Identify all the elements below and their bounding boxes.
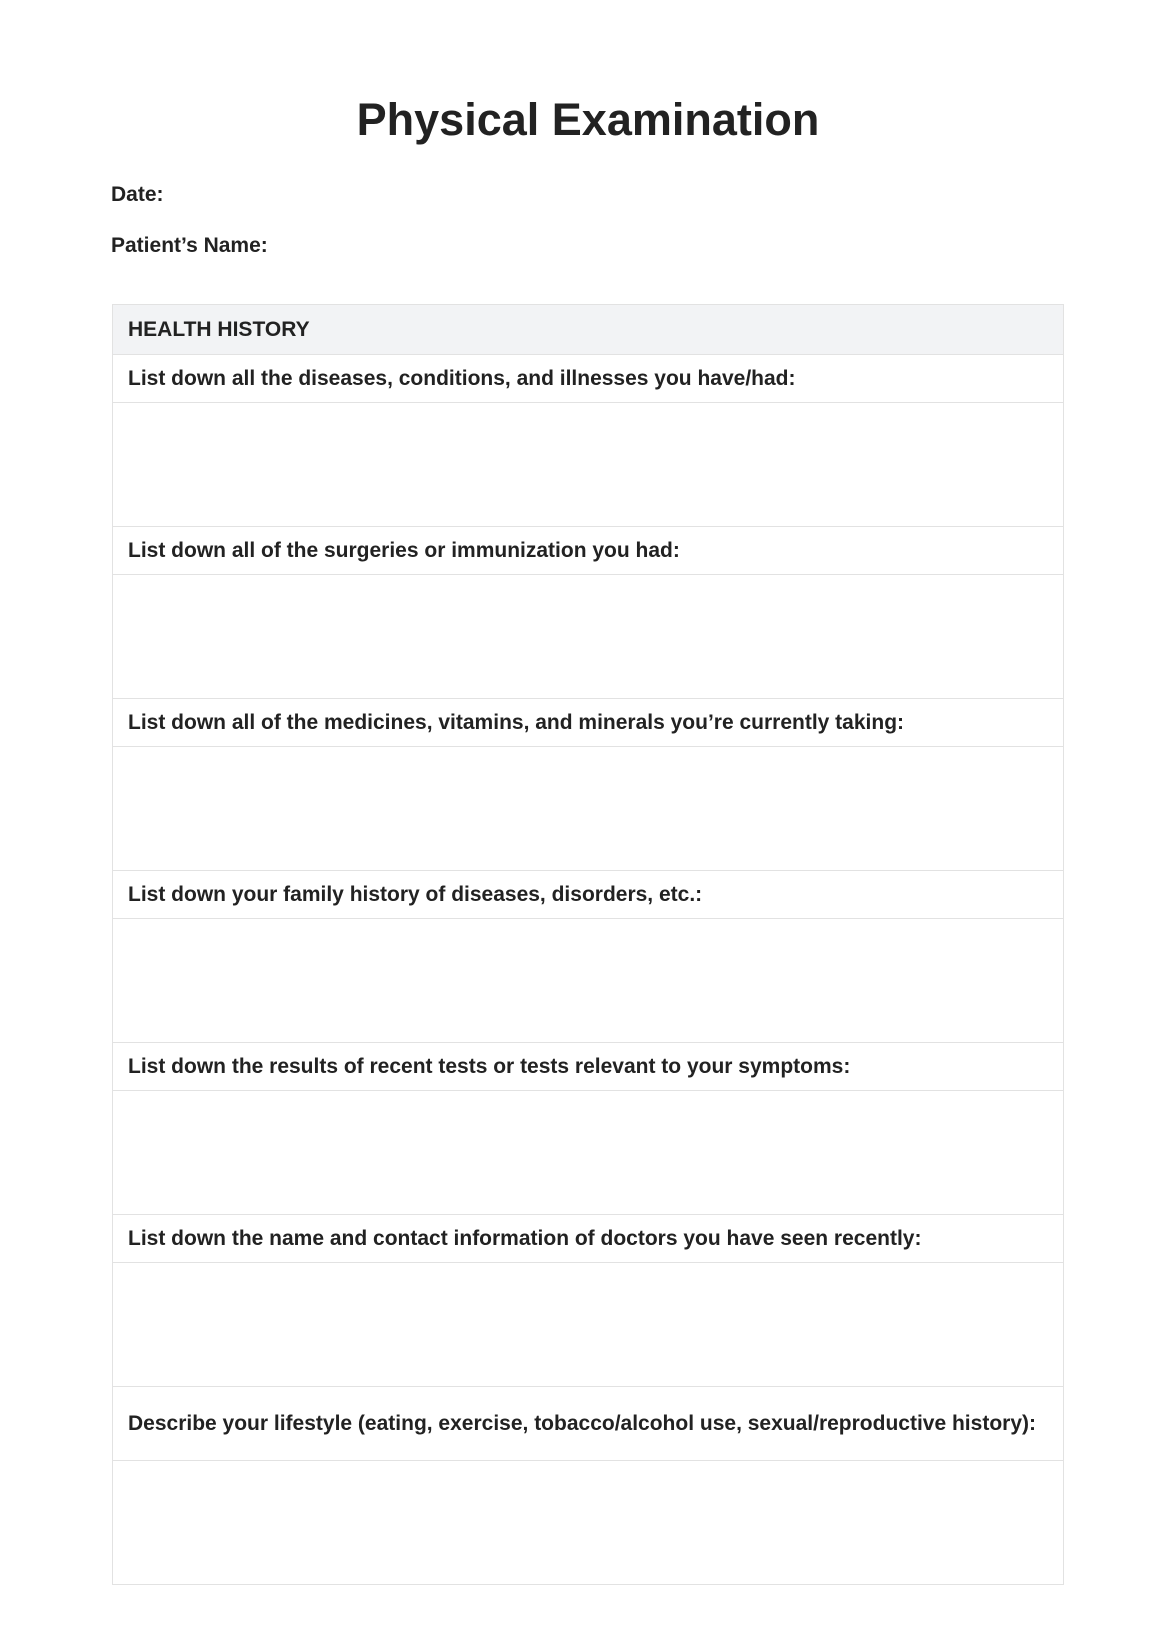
question-test-results: List down the results of recent tests or tests relevant to your symptoms: [113, 1043, 1064, 1091]
question-lifestyle: Describe your lifestyle (eating, exercise, tobacco/alcohol use, sexual/reproductive history): [113, 1387, 1064, 1461]
answer-test-results[interactable] [113, 1091, 1064, 1215]
question-family-history: List down your family history of diseases, disorders, etc.: [113, 871, 1064, 919]
question-doctors: List down the name and contact information of doctors you have seen recently: [113, 1215, 1064, 1263]
answer-doctors[interactable] [113, 1263, 1064, 1387]
section-heading: HEALTH HISTORY [113, 305, 1064, 355]
health-history-table [112, 304, 1064, 1585]
answer-lifestyle[interactable] [113, 1461, 1064, 1585]
question-diseases: List down all the diseases, conditions, and illnesses you have/had: [113, 355, 1064, 403]
answer-family-history[interactable] [113, 919, 1064, 1043]
page-title: Physical Examination [356, 94, 820, 145]
answer-surgeries[interactable] [113, 575, 1064, 699]
patient-name-label: Patient’s Name: [111, 234, 268, 257]
date-label: Date: [111, 183, 164, 206]
answer-diseases[interactable] [113, 403, 1064, 527]
question-surgeries: List down all of the surgeries or immunization you had: [113, 527, 1064, 575]
question-medicines: List down all of the medicines, vitamins, and minerals you’re currently taking: [113, 699, 1064, 747]
answer-medicines[interactable] [113, 747, 1064, 871]
